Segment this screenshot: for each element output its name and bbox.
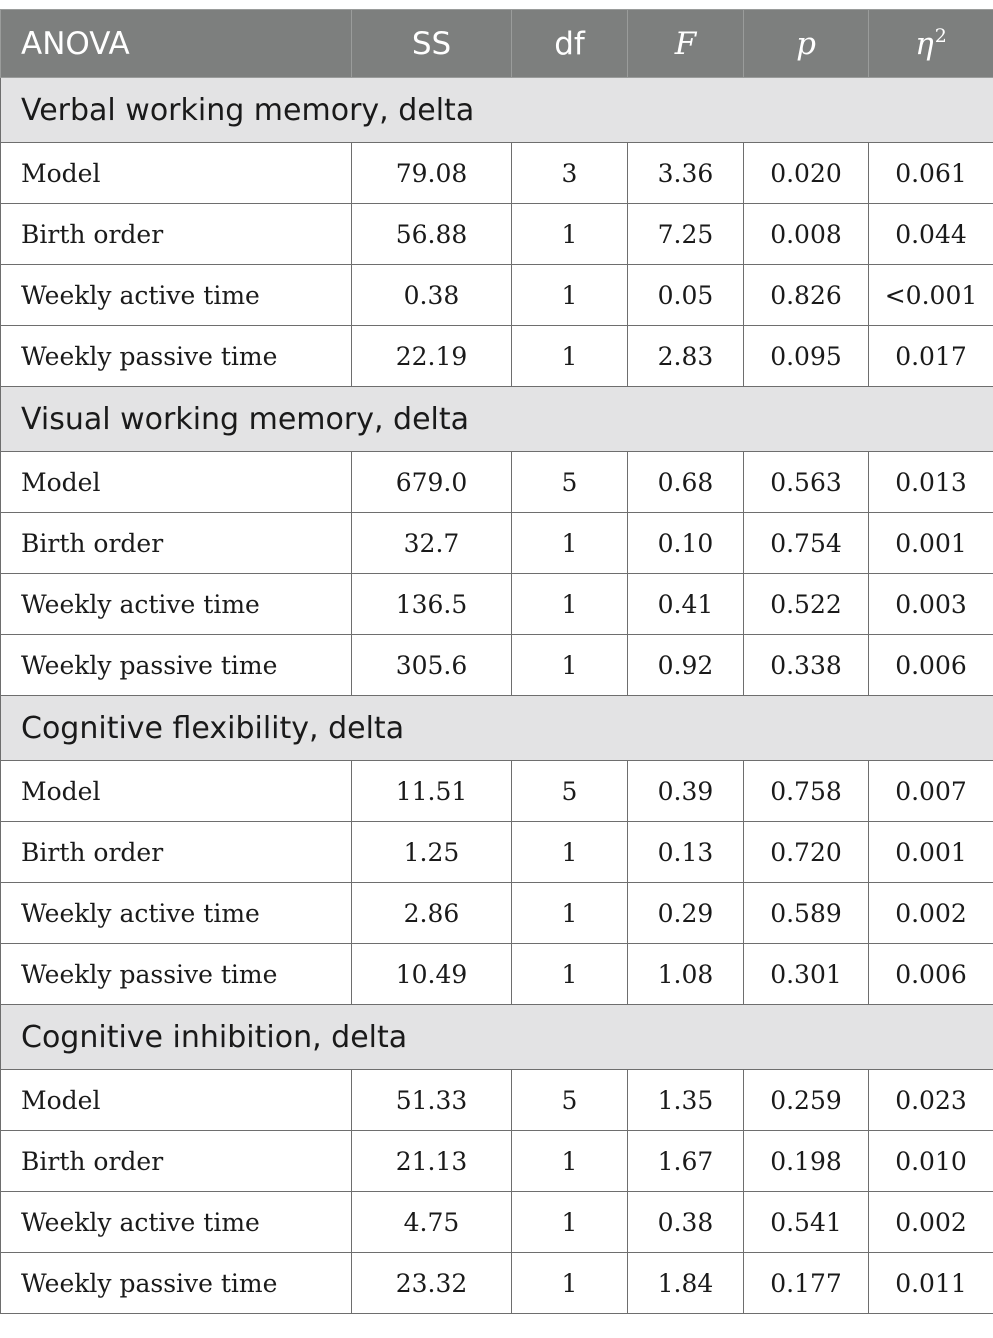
header-df: df (512, 10, 628, 78)
cell-label: Weekly passive time (1, 1253, 352, 1314)
table-row (1, 1070, 993, 1131)
cell-p: 0.589 (744, 883, 869, 944)
cell-f: 0.39 (628, 761, 744, 822)
cell-f: 1.84 (628, 1253, 744, 1314)
section-title: Cognitive flexibility, delta (1, 696, 993, 761)
cell-df: 1 (512, 883, 628, 944)
cell-ss: 22.19 (352, 326, 512, 387)
table-row (1, 452, 993, 513)
cell-df: 1 (512, 1192, 628, 1253)
cell-f: 0.38 (628, 1192, 744, 1253)
section-row (1, 78, 993, 143)
cell-eta: 0.002 (869, 883, 993, 944)
cell-label: Weekly active time (1, 265, 352, 326)
cell-eta: 0.023 (869, 1070, 993, 1131)
cell-f: 0.68 (628, 452, 744, 513)
cell-p: 0.826 (744, 265, 869, 326)
header-eta-squared (869, 10, 993, 78)
cell-ss: 21.13 (352, 1131, 512, 1192)
cell-eta: 0.061 (869, 143, 993, 204)
table-header (1, 10, 993, 78)
table-row (1, 1131, 993, 1192)
section-row (1, 696, 993, 761)
table-row (1, 1253, 993, 1314)
header-ss: SS (352, 10, 512, 78)
cell-df: 1 (512, 513, 628, 574)
cell-label: Model (1, 1070, 352, 1131)
table-row (1, 1192, 993, 1253)
cell-ss: 1.25 (352, 822, 512, 883)
header-p: p (744, 10, 869, 78)
cell-label: Model (1, 452, 352, 513)
cell-p: 0.541 (744, 1192, 869, 1253)
cell-eta: 0.011 (869, 1253, 993, 1314)
cell-f: 0.05 (628, 265, 744, 326)
section-row (1, 387, 993, 452)
table-body (1, 78, 993, 1314)
cell-ss: 11.51 (352, 761, 512, 822)
cell-label: Weekly active time (1, 574, 352, 635)
cell-ss: 305.6 (352, 635, 512, 696)
cell-f: 7.25 (628, 204, 744, 265)
table-row (1, 204, 993, 265)
section-row (1, 1005, 993, 1070)
cell-f: 2.83 (628, 326, 744, 387)
header-f: F (628, 10, 744, 78)
cell-eta: 0.044 (869, 204, 993, 265)
cell-ss: 10.49 (352, 944, 512, 1005)
cell-df: 1 (512, 822, 628, 883)
cell-p: 0.198 (744, 1131, 869, 1192)
cell-p: 0.563 (744, 452, 869, 513)
cell-eta: 0.010 (869, 1131, 993, 1192)
cell-label: Weekly active time (1, 1192, 352, 1253)
cell-df: 1 (512, 1253, 628, 1314)
cell-p: 0.522 (744, 574, 869, 635)
cell-eta: 0.017 (869, 326, 993, 387)
cell-label: Weekly passive time (1, 326, 352, 387)
eta-superscript: 2 (934, 25, 947, 47)
cell-f: 0.41 (628, 574, 744, 635)
cell-label: Model (1, 761, 352, 822)
table-row (1, 883, 993, 944)
cell-label: Birth order (1, 204, 352, 265)
cell-ss: 79.08 (352, 143, 512, 204)
cell-f: 1.08 (628, 944, 744, 1005)
anova-table (0, 9, 993, 1314)
table-row (1, 635, 993, 696)
cell-eta: 0.007 (869, 761, 993, 822)
cell-eta: 0.001 (869, 822, 993, 883)
cell-eta: 0.013 (869, 452, 993, 513)
cell-label: Weekly passive time (1, 635, 352, 696)
cell-p: 0.754 (744, 513, 869, 574)
table-row (1, 822, 993, 883)
cell-ss: 32.7 (352, 513, 512, 574)
table-row (1, 574, 993, 635)
cell-p: 0.177 (744, 1253, 869, 1314)
cell-p: 0.301 (744, 944, 869, 1005)
cell-eta: 0.006 (869, 635, 993, 696)
cell-label: Birth order (1, 513, 352, 574)
section-title: Visual working memory, delta (1, 387, 993, 452)
table-row (1, 761, 993, 822)
cell-label: Birth order (1, 1131, 352, 1192)
cell-f: 3.36 (628, 143, 744, 204)
cell-ss: 23.32 (352, 1253, 512, 1314)
header-row (1, 10, 993, 78)
cell-f: 0.10 (628, 513, 744, 574)
cell-f: 1.67 (628, 1131, 744, 1192)
cell-df: 1 (512, 265, 628, 326)
cell-f: 0.92 (628, 635, 744, 696)
cell-p: 0.008 (744, 204, 869, 265)
cell-ss: 4.75 (352, 1192, 512, 1253)
cell-df: 1 (512, 944, 628, 1005)
cell-ss: 136.5 (352, 574, 512, 635)
cell-p: 0.259 (744, 1070, 869, 1131)
cell-df: 1 (512, 574, 628, 635)
cell-eta: 0.002 (869, 1192, 993, 1253)
cell-label: Weekly passive time (1, 944, 352, 1005)
table-row (1, 326, 993, 387)
cell-df: 1 (512, 204, 628, 265)
cell-f: 0.29 (628, 883, 744, 944)
table-row (1, 143, 993, 204)
cell-eta: 0.006 (869, 944, 993, 1005)
cell-eta: 0.003 (869, 574, 993, 635)
eta-symbol: η (915, 26, 934, 62)
cell-p: 0.338 (744, 635, 869, 696)
cell-df: 3 (512, 143, 628, 204)
cell-df: 1 (512, 1131, 628, 1192)
header-anova: ANOVA (1, 10, 352, 78)
cell-eta: <0.001 (869, 265, 993, 326)
section-title: Verbal working memory, delta (1, 78, 993, 143)
cell-p: 0.095 (744, 326, 869, 387)
cell-df: 1 (512, 635, 628, 696)
table-row (1, 513, 993, 574)
cell-ss: 2.86 (352, 883, 512, 944)
table-row (1, 265, 993, 326)
cell-eta: 0.001 (869, 513, 993, 574)
cell-f: 1.35 (628, 1070, 744, 1131)
cell-p: 0.020 (744, 143, 869, 204)
cell-p: 0.758 (744, 761, 869, 822)
cell-label: Model (1, 143, 352, 204)
cell-ss: 51.33 (352, 1070, 512, 1131)
cell-ss: 679.0 (352, 452, 512, 513)
cell-ss: 0.38 (352, 265, 512, 326)
cell-df: 5 (512, 1070, 628, 1131)
cell-f: 0.13 (628, 822, 744, 883)
cell-label: Birth order (1, 822, 352, 883)
table-row (1, 944, 993, 1005)
cell-p: 0.720 (744, 822, 869, 883)
cell-df: 1 (512, 326, 628, 387)
cell-df: 5 (512, 452, 628, 513)
cell-ss: 56.88 (352, 204, 512, 265)
cell-label: Weekly active time (1, 883, 352, 944)
section-title: Cognitive inhibition, delta (1, 1005, 993, 1070)
cell-df: 5 (512, 761, 628, 822)
